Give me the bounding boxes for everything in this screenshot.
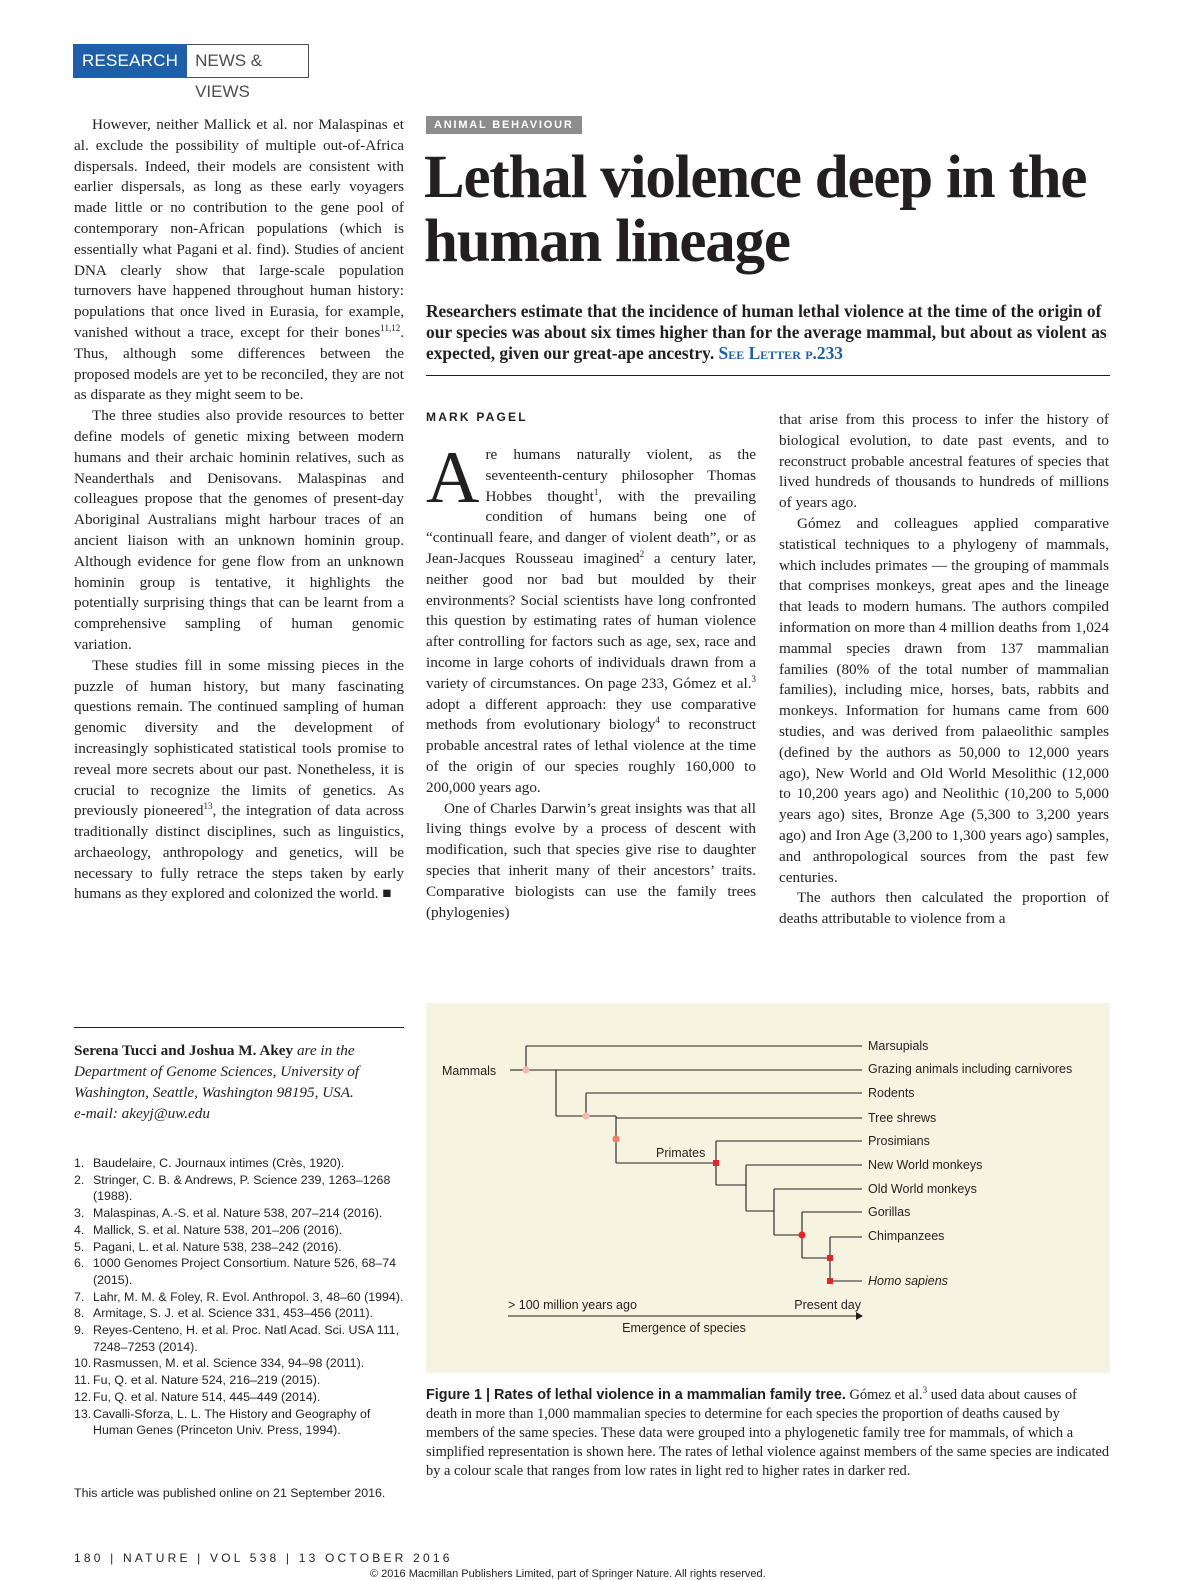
affiliation: are in the Department of Genome Sciences, University of Washington, Seattle, Washington 98195, USA. [74,1042,360,1101]
reference-item: 5. Pagani, L. et al. Nature 538, 238–242 (2016). [74,1239,342,1254]
reference-item: 11. Fu, Q. et al. Nature 524, 216–219 (2015). [74,1373,321,1388]
leaf-label: Prosimians [868,1134,930,1148]
reference-item: 2. Stringer, C. B. & Andrews, P. Science 239, 1263–1268 (1988). [74,1172,391,1204]
reference-item: 1. Baudelaire, C. Journaux intimes (Crès, 1920). [74,1156,345,1170]
divider [426,375,1110,376]
violence-rate-marker [522,1066,529,1073]
violence-markers [522,1066,833,1284]
column-1 [74,115,404,905]
publication-note: This article was published online on 21 September 2016. [74,1486,386,1500]
axis-title: Emergence of species [622,1321,746,1335]
caption-label: Figure 1 | Rates of lethal violence in a mammalian family tree. [426,1387,846,1403]
paragraph: that arise from this process to infer the history of biological evolution, to date past events, and to reconstruct probable ancestral features of species that lived hundreds of thousands to hundreds of millions of years ago. [779,411,1109,512]
section-label: RESEARCH [73,44,187,78]
reference-item: 9. Reyes-Centeno, H. et al. Proc. Natl Acad. Sci. USA 111, 7248–7253 (2014). [74,1323,400,1354]
leaf-label: Marsupials [868,1039,929,1053]
leaf-label: Grazing animals including carnivores [868,1062,1073,1076]
leaf-label: Gorillas [868,1205,911,1219]
phylogenetic-tree [426,1003,1110,1373]
article-kicker: ANIMAL BEHAVIOUR [426,116,582,134]
subsection-label: NEWS & VIEWS [187,44,309,78]
divider [74,1027,404,1028]
drop-cap: A [426,437,480,519]
violence-rate-marker [612,1135,619,1142]
reference-item: 7. Lahr, M. M. & Foley, R. Evol. Anthropol. 3, 48–60 (1994). [74,1289,404,1304]
reference-item: 6. 1000 Genomes Project Consortium. Nature 526, 68–74 (2015). [74,1256,397,1287]
figure-caption: Figure 1 | Rates of lethal violence in a mammalian family tree. Gómez et al.$^3$ used data about causes of death in more than 1,000 mammalian species to determine for each species the proportion of deaths caused by members of the same species. These data were grouped into a phylogenetic family tree for mammals, of which a simplified representation is shown here. The rates of lethal violence against members of the same species are indicated by a colour scale that ranges from low rates in light red to higher rates in darker red. [426,1385,1110,1479]
reference-item: 4. Mallick, S. et al. Nature 538, 201–206 (2016). [74,1222,343,1237]
paragraph: One of Charles Darwin’s great insights was that all living things evolve by a process of descent with modification, such that species give rise to daughter species that inherit many of their ancestors’ traits. Comparative biologists can use the family trees (phylogenies) [426,799,756,921]
leaf-label: Homo sapiens [868,1274,948,1288]
reference-item: 3. Malaspinas, A.-S. et al. Nature 538, 207–214 (2016). [74,1206,383,1221]
column-2 [426,410,756,923]
axis-right-label: Present day [794,1298,861,1312]
paragraph: The authors then calculated the proportion of deaths attributable to violence from a [779,889,1109,928]
paragraph: However, neither Mallick et al. nor Malaspinas et al. exclude the possibility of multiple out-of-Africa dispersals. Indeed, their models are consistent with earlier dispersals, as long as these early voyagers made little or no contribution to the gene pool of contemporary non-African populations (which is essentially what Pagani et al. find). Studies of ancient DNA clearly show that large-scale population turnovers have happened throughout human history: populations that once lived in Eurasia, for example, vanished without a trace, except for their bones$^{11,12}$. Thus, although some differences between the proposed models are yet to be reconciled, they are not as disparate as they might seem to be. [74,116,404,404]
page-folio: 180 | NATURE | VOL 538 | 13 OCTOBER 2016 [74,1551,453,1565]
violence-rate-marker [713,1160,719,1166]
article-standfirst: Researchers estimate that the incidence of human lethal violence at the time of the origin of our species was about six times higher than for the average mammal, but about as violent as expected, given our great-ape ancestry. See Letter p.233 [426,301,1107,363]
reference-item: 13. Cavalli-Sforza, L. L. The History and Geography of Human Genes (Princeton Univ. Press, 1994). [74,1406,371,1438]
column-3 [779,410,1109,930]
paragraph: Are humans naturally violent, as the seventeenth-century philosopher Thomas Hobbes thought$^1$, with the prevailing condition of humans being one of “continuall feare, and danger of violent death”, or as Jean-Jacques Rousseau imagined$^2$ a century later, neither good nor bad but moulded by their environments? Social scientists have long confronted this question by estimating rates of human violence after controlling for factors such as age, sex, race and income in large cohorts of individuals drawn from a variety of circumstances. On page 233, Gómez et al.$^3$ adopt a different approach: they use comparative methods from evolutionary biology$^4$ to reconstruct probable ancestral rates of lethal violence at the time of the origin of our species roughly 160,000 to 200,000 years ago. [426,437,756,796]
axis-left-label: > 100 million years ago [508,1298,637,1312]
leaf-label: Chimpanzees [868,1229,945,1243]
author-names: Serena Tucci and Joshua M. Akey [74,1042,294,1059]
section-header [73,44,309,101]
violence-rate-marker [827,1278,833,1284]
root-label: Mammals [442,1064,497,1078]
copyright-line: © 2016 Macmillan Publishers Limited, part of Springer Nature. All rights reserved. [370,1568,766,1580]
violence-rate-marker [827,1255,833,1261]
paragraph: The three studies also provide resources to better define models of genetic mixing between modern humans and their archaic hominin relatives, such as Neanderthals and Denisovans. Malaspinas and colleagues propose that the genomes of present-day Aboriginal Australians might harbour traces of an ancient liaison with an unknown hominin group. Although evidence for gene flow from an unknown hominin group is tentative, it highlights the potentially surprising things that can be learnt from a comprehensive sampling of human genomic variation. [74,407,404,653]
see-letter-link[interactable]: See Letter p.233 [718,343,843,363]
reference-item: 8. Armitage, S. J. et al. Science 331, 453–456 (2011). [74,1306,374,1321]
author-affiliation [74,1040,404,1124]
clade-label: Primates [656,1146,706,1160]
reference-item: 12. Fu, Q. et al. Nature 514, 445–449 (2014). [74,1389,321,1404]
leaf-label: Rodents [868,1086,915,1100]
article-headline: Lethal violence deep in the human lineage [424,144,1087,275]
paragraph: Gómez and colleagues applied comparative statistical techniques to a phylogeny of mammals, which includes primates — the grouping of mammals that comprises monkeys, great apes and the lineage that leads to modern humans. The authors compiled information on more than 4 million deaths from 1,024 mammal species drawn from 137 mammalian families (80% of the total number of mammalian families), including mice, horses, bats, rabbits and monkeys. Information for humans came from 600 studies, and was derived from palaeolithic samples (defined by the authors as 50,000 to 12,000 years ago), New World and Old World Mesolithic (12,000 to 10,200 years ago) and Neolithic (10,200 to 5,000 years ago) sites, Bronze Age (5,300 to 3,200 years ago) and Iron Age (3,200 to 1,300 years ago) samples, and anthropological sources from the past few centuries. [779,514,1109,886]
leaf-label: New World monkeys [868,1158,983,1172]
reference-item: 10. Rasmussen, M. et al. Science 334, 94–98 (2011). [74,1356,365,1371]
leaf-label: Tree shrews [868,1111,937,1125]
violence-rate-marker [582,1112,589,1119]
leaf-label: Old World monkeys [868,1182,977,1196]
byline: MARK PAGEL [426,410,528,424]
violence-rate-marker [798,1231,805,1238]
reference-list [74,1155,404,1439]
paragraph: These studies fill in some missing pieces in the puzzle of human history, but many fascinating questions remain. The continued sampling of human genomic diversity and the development of increasingly sophisticated statistical tools promise to reveal more secrets about our past. Nonetheless, it is crucial to recognize the limits of genetics. As previously pioneered$^{13}$, the integration of data across traditionally distinct disciplines, such as linguistics, archaeology, anthropology and genetics, will be necessary to fully retrace the steps taken by early humans as they explored and colonized the world. ■ [74,656,404,903]
figure-panel [426,1003,1110,1373]
author-email: e-mail: akeyj@uw.edu [74,1105,210,1122]
axis-arrowhead [856,1312,863,1320]
